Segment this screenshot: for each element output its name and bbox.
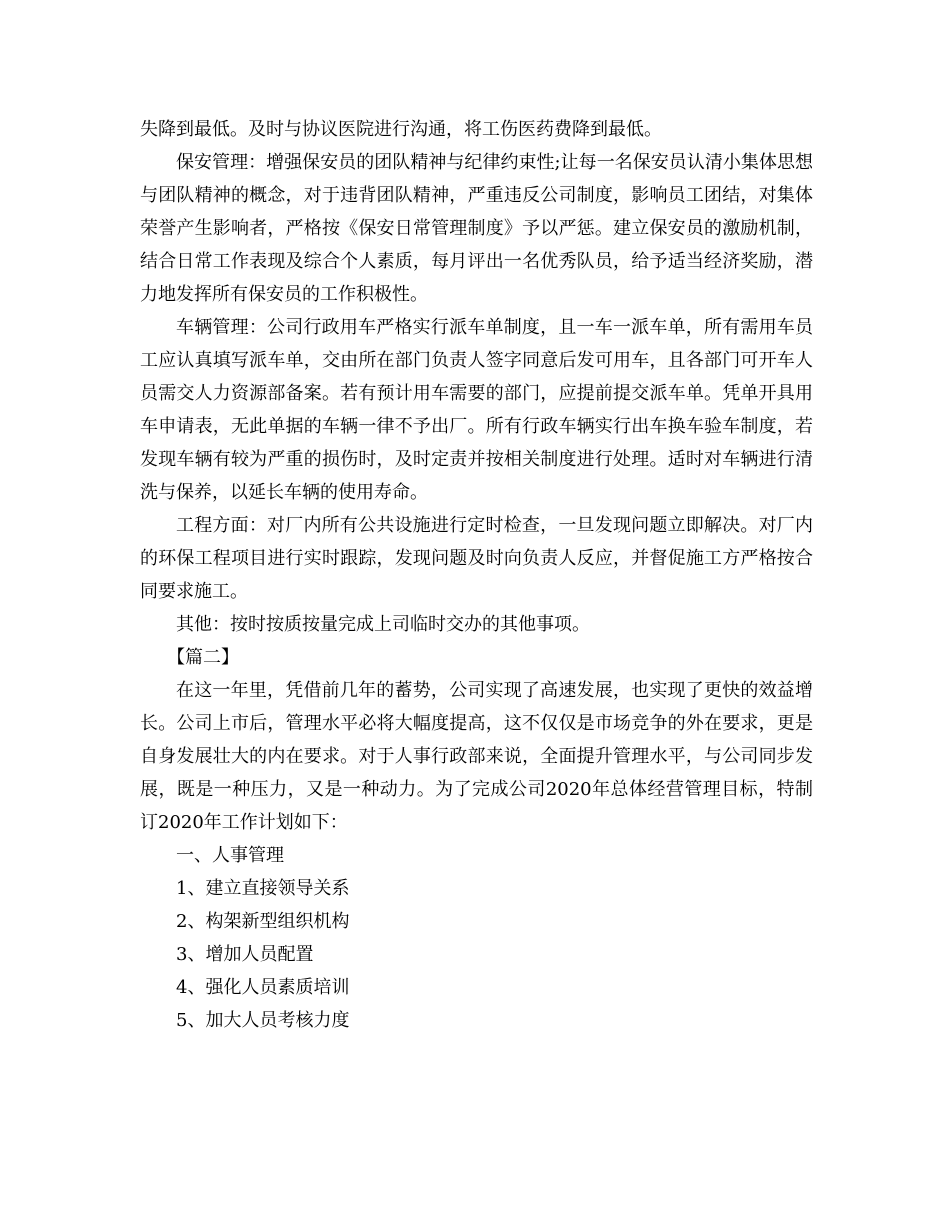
list-item: 3、增加人员配置 — [176, 944, 314, 965]
document-page — [140, 113, 813, 1037]
outline-heading: 一、人事管理 — [176, 845, 284, 866]
list-item: 4、强化人员素质培训 — [176, 977, 350, 998]
paragraph-other: 其他：按时按质按量完成上司临时交办的其他事项。 — [176, 614, 590, 635]
paragraph-intro: 在这一年里，凭借前几年的蓄势，公司实现了高速发展，也实现了更快的效益增长。公司上市后，管理水平必将大幅度提高，这不仅仅是市场竞争的外在要求，更是自身发展壮大的内在要求。对于人事行政部来说，全面提升管理水平，与公司同步发展，既是一种压力，又是一种动力。为了完成公司2020年总体经营管理目标，特制订2020年工作计划如下： — [140, 680, 813, 833]
paragraph-vehicle-management: 车辆管理：公司行政用车严格实行派车单制度，且一车一派车单，所有需用车员工应认真填写派车单，交由所在部门负责人签字同意后发可用车，且各部门可开车人员需交人力资源部备案。若有预计用车需要的部门，应提前提交派车单。凭单开具用车申请表，无此单据的车辆一律不予出厂。所有行政车辆实行出车换车验车制度，若发现车辆有较为严重的损伤时，及时定责并按相关制度进行处理。适时对车辆进行清洗与保养，以延长车辆的使用寿命。 — [140, 317, 813, 503]
paragraph-continuation: 失降到最低。及时与协议医院进行沟通，将工伤医药费降到最低。 — [140, 119, 662, 140]
paragraph-security-management: 保安管理：增强保安员的团队精神与纪律约束性;让每一名保安员认清小集体思想与团队精神的概念，对于违背团队精神，严重违反公司制度，影响员工团结，对集体荣誉产生影响者，严格按《保安日常管理制度》予以严惩。建立保安员的激励机制，结合日常工作表现及综合个人素质，每月评出一名优秀队员，给予适当经济奖励，潜力地发挥所有保安员的工作积极性。 — [140, 152, 813, 305]
list-item: 1、建立直接领导关系 — [176, 878, 350, 899]
list-item: 2、构架新型组织机构 — [176, 911, 350, 932]
section-title: 【篇二】 — [167, 647, 239, 668]
list-item: 5、加大人员考核力度 — [176, 1010, 350, 1031]
paragraph-engineering: 工程方面：对厂内所有公共设施进行定时检查，一旦发现问题立即解决。对厂内的环保工程项目进行实时跟踪，发现问题及时向负责人反应，并督促施工方严格按合同要求施工。 — [140, 515, 813, 602]
